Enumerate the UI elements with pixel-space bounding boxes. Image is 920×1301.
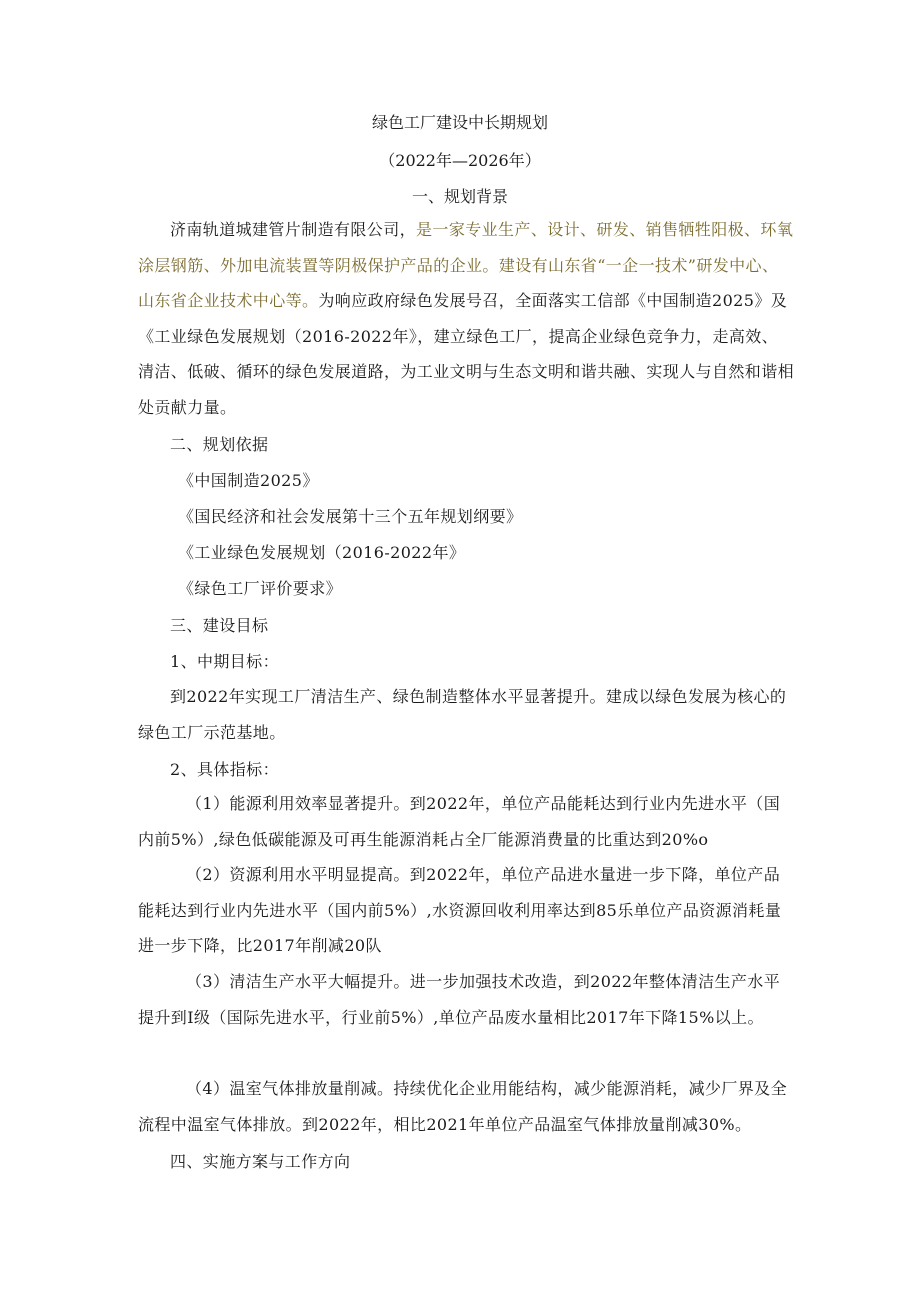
- section-heading-goals: 三、建设目标: [170, 616, 269, 635]
- indicator-paragraph: （1）能源利用效率显著提升。到2022年，单位产品能耗达到行业内先进水平（国内前5%）,绿色低碳能源及可再生能源消耗占全厂能源消费量的比重达到20%o: [138, 794, 781, 849]
- section-heading-background: 一、规划背景: [411, 187, 508, 206]
- basis-item: 《工业绿色发展规划（2016-2022年》: [178, 543, 466, 562]
- indicator-paragraph: （4）温室气体排放量削减。持续优化企业用能结构，减少能源消耗，减少厂界及全流程中温室气体排放。到2022年，相比2021年单位产品温室气体排放量削减30%。: [138, 1079, 787, 1134]
- background-paragraph: [138, 212, 794, 425]
- background-rest: 为响应政府绿色发展号召，全面落实工信部《中国制造2025》及《工业绿色发展规划（2016-2022年》，建立绿色工厂，提高企业绿色竞争力，走高效、清洁、低破、循环的绿色发展道路，为工业文明与生态文明和谐共融、实现人与自然和谐相处贡献力量。: [138, 291, 795, 417]
- company-name: 济南轨道城建管片制造有限公司，: [170, 220, 417, 239]
- subheading-midterm: 1、中期目标：: [170, 652, 279, 671]
- document-title: 绿色工厂建设中长期规划: [371, 113, 548, 132]
- document-years: （2022年—2026年）: [379, 151, 541, 170]
- section-heading-implementation: 四、实施方案与工作方向: [170, 1152, 351, 1171]
- indicator-paragraph: （2）资源利用水平明显提高。到2022年，单位产品进水量进一步下降，单位产品能耗达到行业内先进水平（国内前5%）,水资源回收利用率达到85乐单位产品资源消耗量进一步下降，比2017年削减20队: [138, 865, 782, 955]
- basis-item: 《国民经济和社会发展第十三个五年规划纲要》: [178, 507, 523, 526]
- company-description: 是一家专业生产、设计、研发、销售牺牲阳极、环氧涂层钢筋、外加电流装置等阴极保护产品的企业。建设有山东省“一企一技术”研发中心、山东省企业技术中心等。: [138, 220, 794, 310]
- indicator-paragraph: （3）清洁生产水平大幅提升。进一步加强技术改造，到2022年整体清洁生产水平提升到Ⅰ级（国际先进水平，行业前5%）,单位产品废水量相比2017年下降15%以上。: [138, 972, 781, 1027]
- basis-item: 《绿色工厂评价要求》: [178, 579, 343, 598]
- basis-item: 《中国制造2025》: [178, 471, 319, 490]
- subheading-indicators: 2、具体指标：: [170, 760, 279, 779]
- section-heading-basis: 二、规划依据: [170, 435, 269, 454]
- midterm-paragraph: 到2022年实现工厂清洁生产、绿色制造整体水平显著提升。建成以绿色发展为核心的绿色工厂示范基地。: [138, 687, 787, 742]
